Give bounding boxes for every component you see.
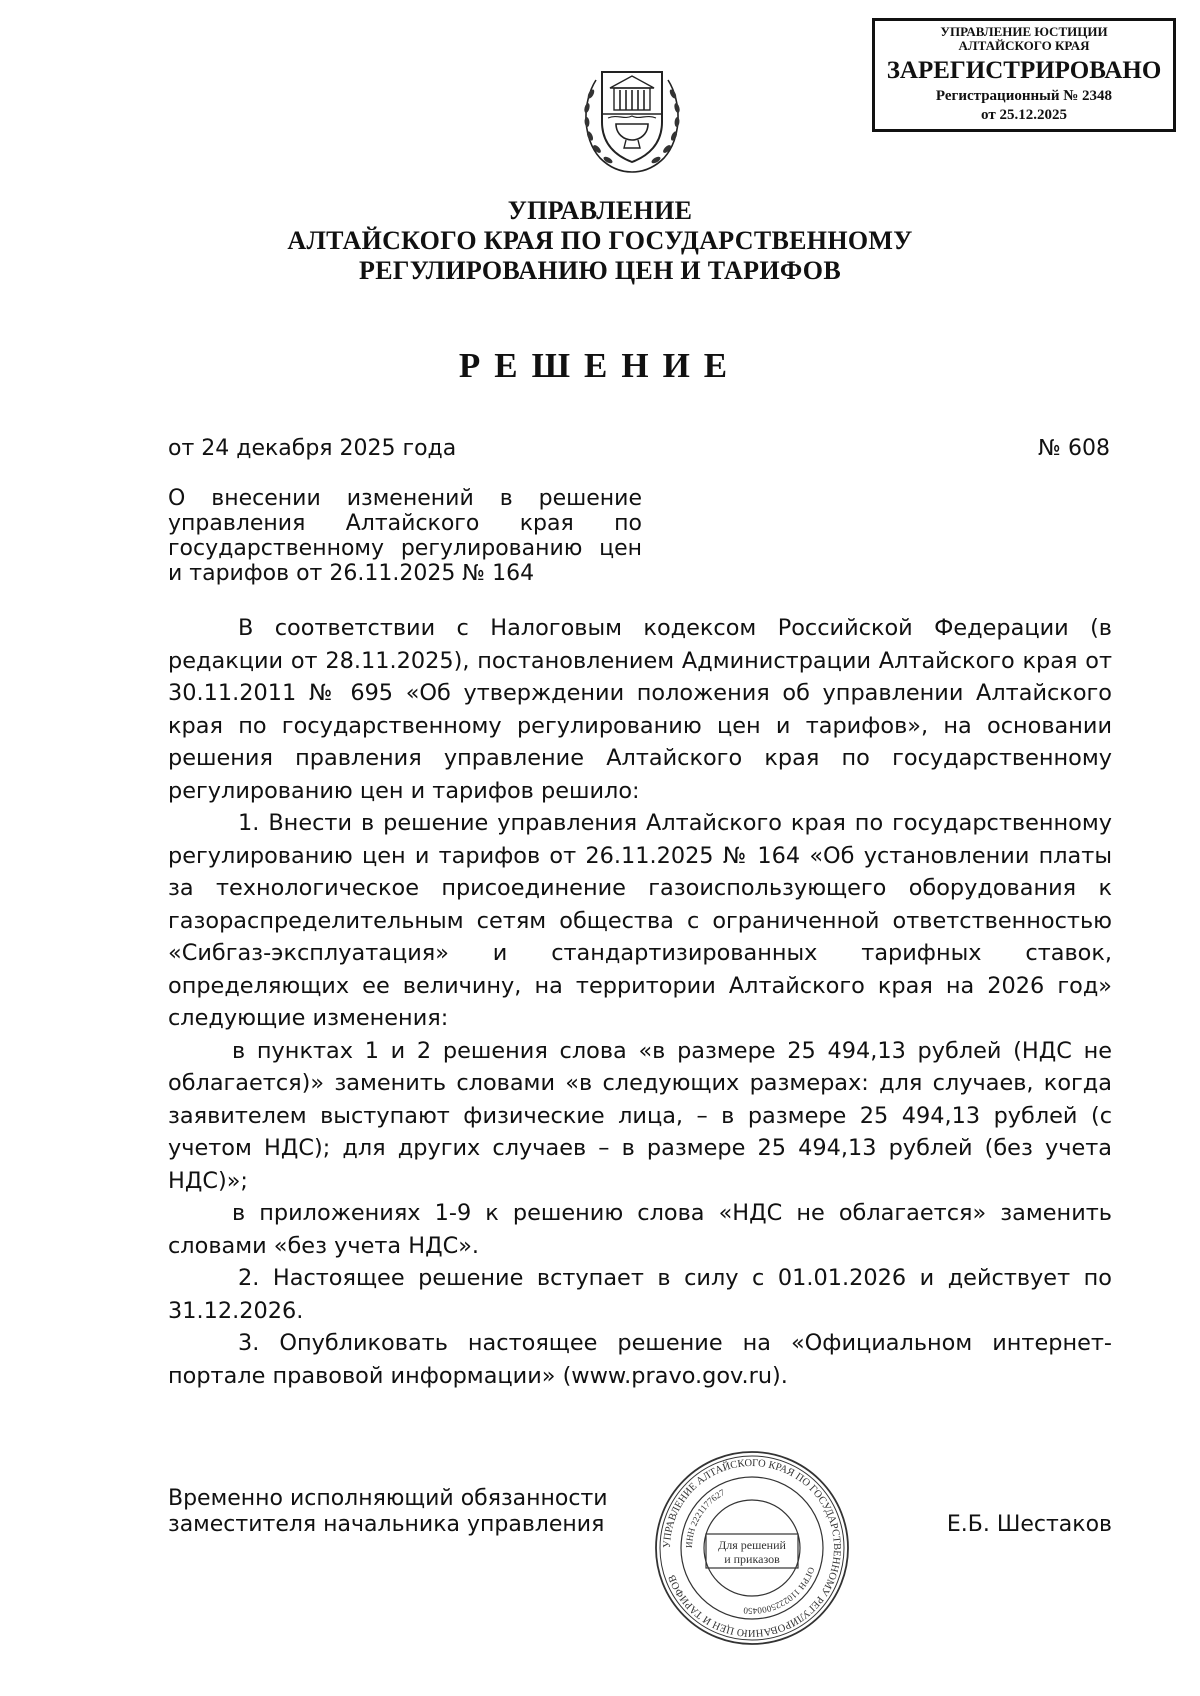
seal-center-line2: и приказов: [724, 1552, 780, 1566]
issuer-line2: АЛТАЙСКОГО КРАЯ ПО ГОСУДАРСТВЕННОМУ: [287, 226, 913, 255]
registration-stamp: [872, 18, 1176, 132]
coat-of-arms-icon: [578, 58, 686, 176]
issuer-line3: РЕГУЛИРОВАНИЮ ЦЕН И ТАРИФОВ: [359, 256, 841, 285]
signer-position-line2: заместителя начальника управления: [168, 1512, 605, 1537]
signer-position: [168, 1486, 608, 1538]
item-1-sub-2-paragraph: в приложениях 1-9 к решению слова «НДС не облагается» заменить словами «без учета НДС».: [168, 1200, 1112, 1259]
issuer-header: [150, 196, 1050, 286]
stamp-status: ЗАРЕГИСТРИРОВАНО: [886, 57, 1162, 84]
seal-ring-text: УПРАВЛЕНИЕ АЛТАЙСКОГО КРАЯ ПО ГОСУДАРСТВЕННОМУ РЕГУЛИРОВАНИЮ ЦЕН И ТАРИФОВ: [661, 1457, 843, 1639]
official-seal-icon: [652, 1448, 852, 1648]
document-type: РЕШЕНИЕ: [458, 346, 742, 385]
preamble-paragraph: В соответствии с Налоговым кодексом Российской Федерации (в редакции от 28.11.2025), постановлением Администрации Алтайского края от 30.11.2011 № 695 «Об утверждении положения об управлении Алтайского края по государственному регулированию цен и тарифов», на основании решения правления управление Алтайского края по государственному регулированию цен и тарифов решило:: [168, 615, 1112, 804]
document-number: № 608: [1038, 436, 1110, 461]
document-body: [168, 612, 1112, 1392]
item-3-paragraph: 3. Опубликовать настоящее решение на «Официальном интернет-портале правовой информации» (www.pravo.gov.ru).: [168, 1330, 1112, 1389]
item-2-paragraph: 2. Настоящее решение вступает в силу с 01.01.2026 и действует по 31.12.2026.: [168, 1265, 1112, 1324]
item-1-sub-1-paragraph: в пунктах 1 и 2 решения слова «в размере 25 494,13 рублей (НДС не облагается)» заменить словами «в следующих размерах: для случаев, когда заявителем выступают физические лица, – в размере 25 494,13 рублей (с учетом НДС); для других случаев – в размере 25 494,13 рублей (без учета НДС)»;: [168, 1037, 1112, 1194]
signer-name: Е.Б. Шестаков: [946, 1512, 1112, 1537]
item-1-paragraph: 1. Внести в решение управления Алтайского края по государственному регулированию цен и тарифов от 26.11.2025 № 164 «Об установлении платы за технологическое присоединение газоиспользующего оборудования к газораспределительным сетям общества с ограниченной ответственностью «Сибгаз-эксплуатация» и стандартизированных тарифных ставок, определяющих ее величину, на территории Алтайского края на 2026 год» следующие изменения:: [168, 810, 1112, 1031]
issuer-line1: УПРАВЛЕНИЕ: [507, 196, 693, 225]
stamp-org-line2: АЛТАЙСКОГО КРАЯ: [958, 38, 1090, 53]
seal-inner-ring-text: ИНН 2221177627: [683, 1487, 727, 1549]
seal-center-line1: Для решений: [718, 1538, 786, 1552]
document-subject: О внесении изменений в решение управления Алтайского края по государственному регулированию цен и тарифов от 26.11.2025 № 164: [168, 486, 642, 586]
signer-position-line1: Временно исполняющий обязанности: [168, 1486, 608, 1511]
stamp-reg-number: Регистрационный № 2348: [935, 88, 1113, 104]
document-date: от 24 декабря 2025 года: [168, 436, 457, 461]
stamp-reg-date: от 25.12.2025: [981, 107, 1067, 123]
stamp-org-line1: УПРАВЛЕНИЕ ЮСТИЦИИ: [940, 24, 1108, 39]
seal-inner-ring-text-2: ОГРН 1102225000450: [742, 1565, 817, 1617]
